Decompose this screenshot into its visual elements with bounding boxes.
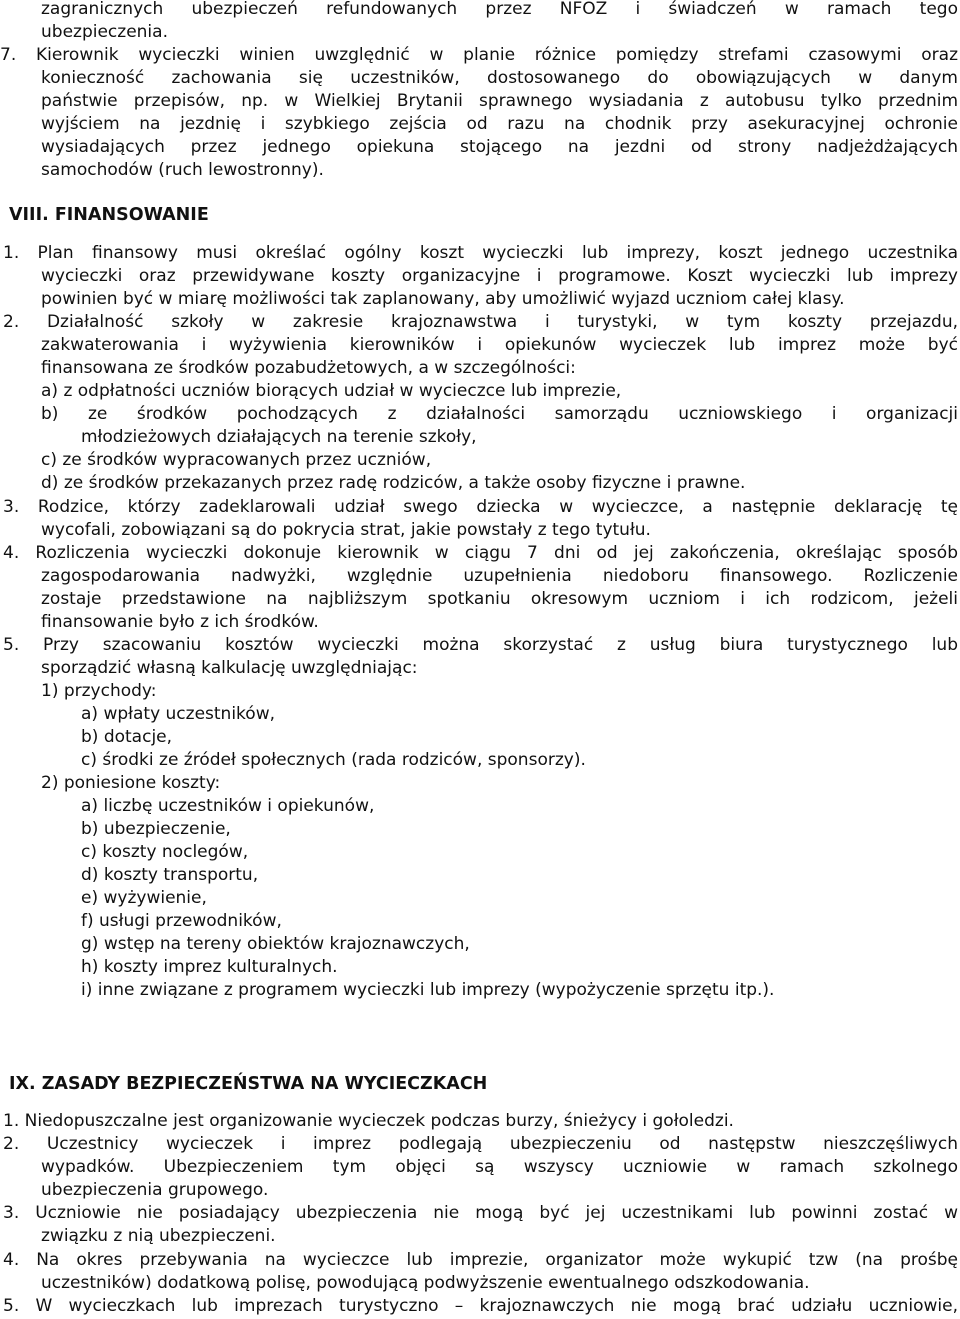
list-item-5: 5. W wycieczkach lub imprezach turystyczno – krajoznawczych nie mogą brać udziału uczniowie, [3, 1296, 958, 1316]
sub-item-d: d) ze środków przekazanych przez radę rodziców, a także osoby fizyczne i prawne. [41, 473, 746, 493]
text-line: wycieczki oraz przewidywane koszty organizacyjne i programowe. Koszt wycieczki lub imprezy [41, 266, 958, 286]
list-item-7: 7. Kierownik wycieczki winien uwzględnić w planie różnice pomiędzy strefami czasowymi oraz [0, 45, 958, 65]
list-item-5: 5. Przy szacowaniu kosztów wycieczki można skorzystać z usług biura turystycznego lub [3, 635, 958, 655]
list-item-3: 3. Rodzice, którzy zadeklarowali udział swego dziecka w wycieczce, a następnie deklarację tę [3, 497, 958, 517]
list-item-4: 4. Rozliczenia wycieczki dokonuje kierownik w ciągu 7 dni od jej zakończenia, określając sposób [3, 543, 958, 563]
sub-sub-item-h: h) koszty imprez kulturalnych. [81, 957, 338, 977]
text-line: zagranicznych ubezpieczeń refundowanych przez NFOZ i świadczeń w ramach tego [41, 0, 958, 19]
text-line: państwie przepisów, np. w Wielkiej Brytanii sprawnego wysiadania z autobusu tylko przednim [41, 91, 958, 111]
sub-sub-item-b: b) ubezpieczenie, [81, 819, 231, 839]
text-line: sporządzić własną kalkulację uwzględniając: [41, 658, 418, 678]
text-line: uczestników) dodatkową polisę, powodującą podwyższenie ewentualnego odszkodowania. [41, 1273, 810, 1293]
text-line: konieczność zachowania się uczestników, dostosowanego do obowiązujących w danym [41, 68, 958, 88]
sub-sub-item-d: d) koszty transportu, [81, 865, 259, 885]
list-item-4: 4. Na okres przebywania na wycieczce lub imprezie, organizator może wykupić tzw (na prośbę [3, 1250, 958, 1270]
text-line: powinien być w miarę możliwości tak zaplanowany, aby umożliwić wyjazd uczniom całej klasy. [41, 289, 845, 309]
sub-item-2: 2) poniesione koszty: [41, 773, 221, 793]
list-item-3: 3. Uczniowie nie posiadający ubezpieczenia nie mogą być jej uczestnikami lub powinni zostać w [3, 1203, 958, 1223]
sub-sub-item-e: e) wyżywienie, [81, 888, 207, 908]
sub-item-a: a) z odpłatności uczniów biorących udział w wycieczce lub imprezie, [41, 381, 622, 401]
text-line: ubezpieczenia. [41, 22, 168, 42]
list-item-1: 1. Niedopuszczalne jest organizowanie wycieczek podczas burzy, śnieżycy i gołoledzi. [3, 1111, 734, 1131]
text-line: ubezpieczenia grupowego. [41, 1180, 269, 1200]
text-line: zostaje przedstawione na najbliższym spotkaniu okresowym uczniom i ich rodzicom, jeżeli [41, 589, 958, 609]
text-line: wysiadających przez jednego opiekuna stojącego na jezdni od strony nadjeżdżających [41, 137, 958, 157]
sub-sub-item-a: a) wpłaty uczestników, [81, 704, 275, 724]
list-item-2: 2. Uczestnicy wycieczek i imprez podlegają ubezpieczeniu od następstw nieszczęśliwych [3, 1134, 958, 1154]
list-item-2: 2. Działalność szkoły w zakresie krajoznawstwa i turystyki, w tym koszty przejazdu, [3, 312, 958, 332]
text-line: finansowana ze środków pozabudżetowych, a w szczególności: [41, 358, 576, 378]
text-line: finansowanie było z ich środków. [41, 612, 319, 632]
sub-item-c: c) ze środków wypracowanych przez uczniów, [41, 450, 432, 470]
sub-sub-item-b: b) dotacje, [81, 727, 173, 747]
text-line: zagospodarowania nadwyżki, względnie uzupełnienia niedoboru finansowego. Rozliczenie [41, 566, 958, 586]
sub-sub-item-f: f) usługi przewodników, [81, 911, 282, 931]
text-line: zakwaterowania i wyżywienia kierowników i opiekunów wycieczek lub imprez może być [41, 335, 958, 355]
list-item-1: 1. Plan finansowy musi określać ogólny koszt wycieczki lub imprezy, koszt jednego uczestnika [3, 243, 958, 263]
sub-sub-item-g: g) wstęp na tereny obiektów krajoznawczych, [81, 934, 470, 954]
section-heading-viii: VIII. FINANSOWANIE [9, 205, 209, 225]
section-heading-ix: IX. ZASADY BEZPIECZEŃSTWA NA WYCIECZKACH [9, 1074, 488, 1094]
text-line: młodzieżowych działających na terenie szkoły, [81, 427, 477, 447]
text-line: wyjściem na jezdnię i szybkiego zejścia od razu na chodnik przy asekuracyjnej ochronie [41, 114, 958, 134]
text-line: samochodów (ruch lewostronny). [41, 160, 324, 180]
sub-item-b: b) ze środków pochodzących z działalności samorządu uczniowskiego i organizacji [41, 404, 958, 424]
text-line: związku z nią ubezpieczeni. [41, 1226, 276, 1246]
sub-sub-item-i: i) inne związane z programem wycieczki lub imprezy (wypożyczenie sprzętu itp.). [81, 980, 775, 1000]
text-line: wycofali, zobowiązani są do pokrycia strat, jakie powstały z tego tytułu. [41, 520, 651, 540]
text-line: wypadków. Ubezpieczeniem tym objęci są wszyscy uczniowie w ramach szkolnego [41, 1157, 958, 1177]
sub-sub-item-c: c) koszty noclegów, [81, 842, 249, 862]
sub-item-1: 1) przychody: [41, 681, 157, 701]
sub-sub-item-a: a) liczbę uczestników i opiekunów, [81, 796, 375, 816]
sub-sub-item-c: c) środki ze źródeł społecznych (rada rodziców, sponsorzy). [81, 750, 586, 770]
